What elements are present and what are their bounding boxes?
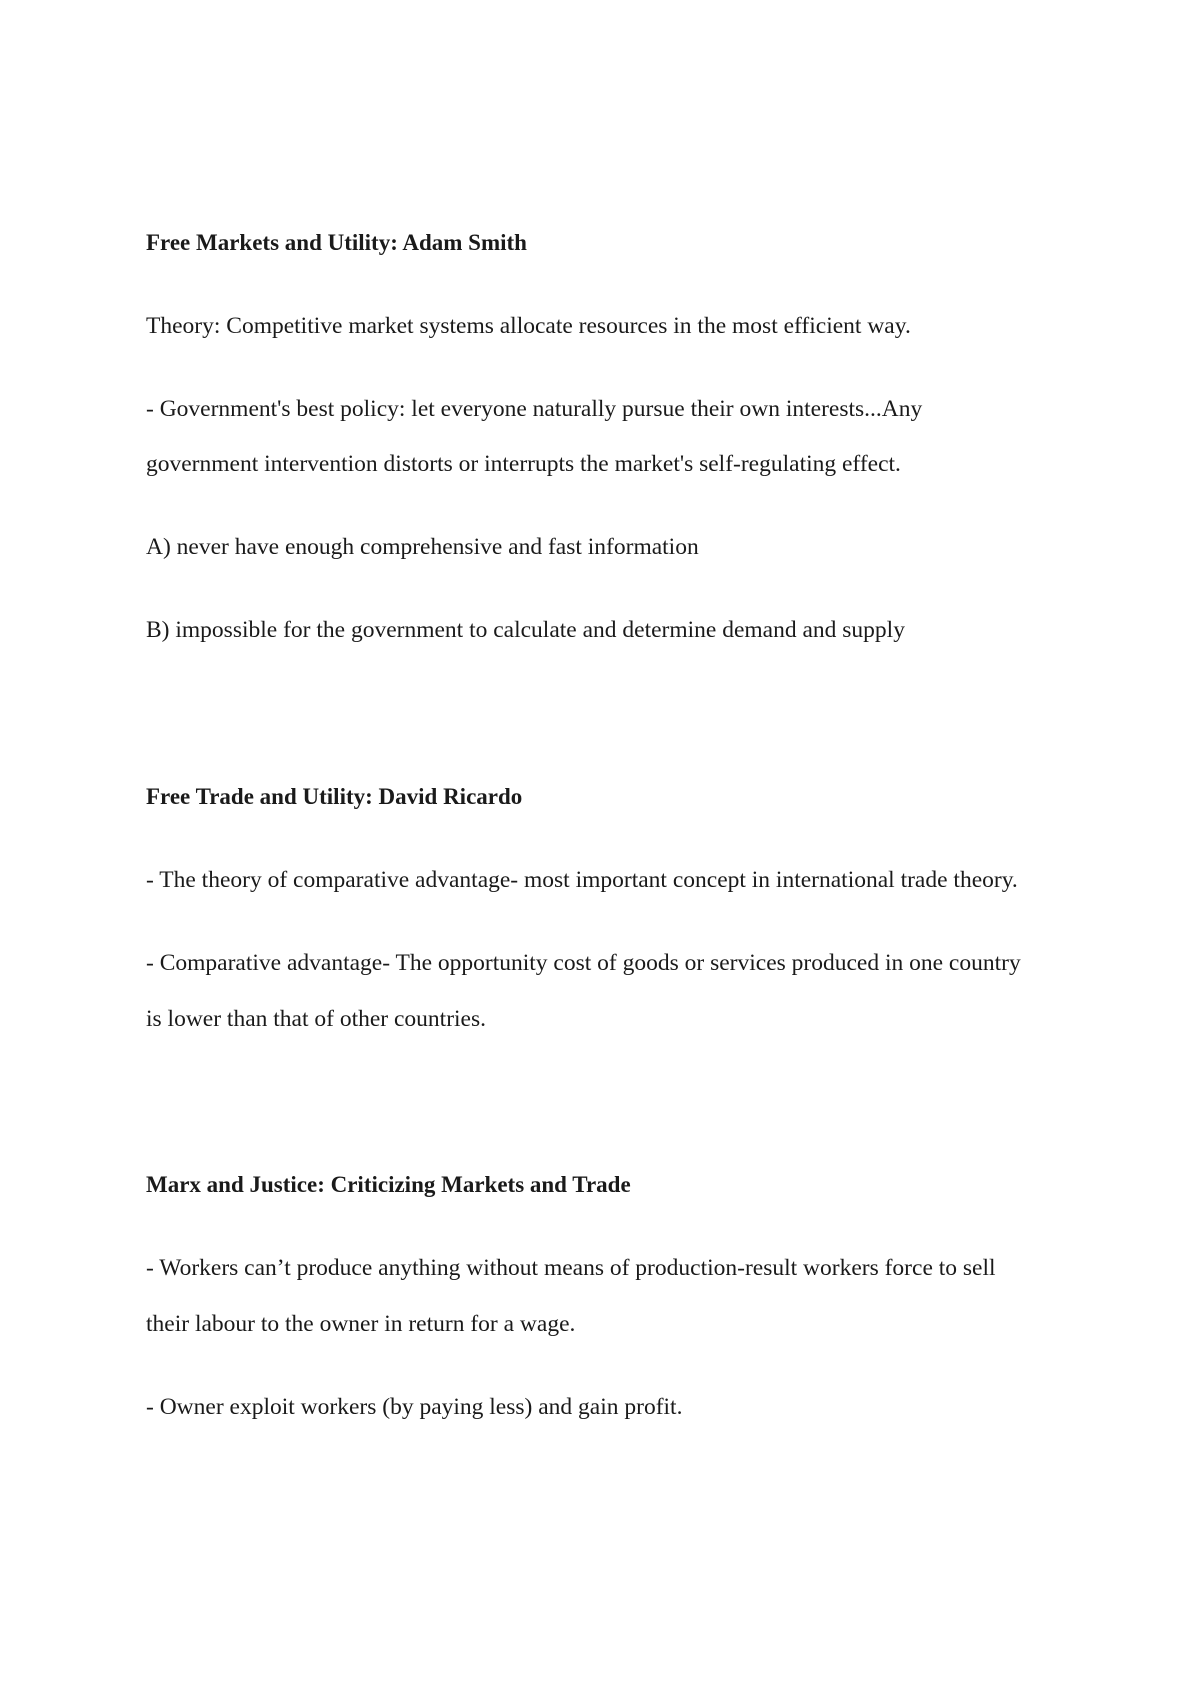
paragraph-workers-line-1: - Workers can’t produce anything without means of production-result workers force to sell <box>146 1255 996 1281</box>
paragraph-comparative-definition-line-2: is lower than that of other countries. <box>146 1006 487 1032</box>
section-heading-adam-smith: Free Markets and Utility: Adam Smith <box>146 230 527 255</box>
paragraph-comparative-definition-line-1: - Comparative advantage- The opportunity cost of goods or services produced in one country <box>146 950 1021 976</box>
paragraph-government-policy-line-1: - Government's best policy: let everyone naturally pursue their own interests...Any <box>146 396 923 422</box>
section-heading-marx: Marx and Justice: Criticizing Markets and Trade <box>146 1172 631 1197</box>
paragraph-workers-line-2: their labour to the owner in return for a wage. <box>146 1311 576 1337</box>
section-heading-david-ricardo: Free Trade and Utility: David Ricardo <box>146 784 523 809</box>
list-item-b: B) impossible for the government to calculate and determine demand and supply <box>146 617 905 643</box>
paragraph-government-policy-line-2: government intervention distorts or interrupts the market's self-regulating effect. <box>146 451 901 477</box>
paragraph-comparative-theory: - The theory of comparative advantage- most important concept in international trade theory. <box>146 867 1018 893</box>
paragraph-theory: Theory: Competitive market systems allocate resources in the most efficient way. <box>146 313 911 339</box>
list-item-a: A) never have enough comprehensive and fast information <box>146 534 699 560</box>
paragraph-owner-exploit: - Owner exploit workers (by paying less) and gain profit. <box>146 1394 683 1420</box>
